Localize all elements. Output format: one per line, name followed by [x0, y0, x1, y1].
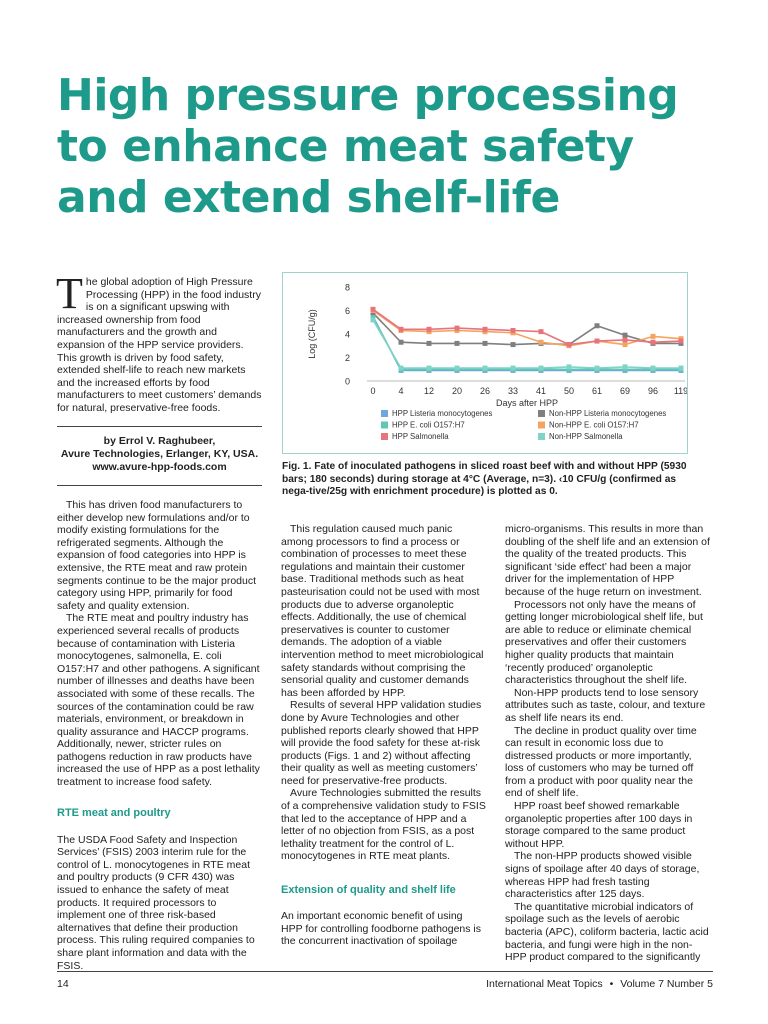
column-2: [281, 523, 486, 948]
x-tick-label: 0: [370, 386, 376, 396]
data-point: [623, 342, 628, 347]
series-line: [373, 309, 681, 344]
y-tick-label: 0: [344, 376, 350, 387]
byline-url: www.avure-hpp-foods.com: [92, 460, 227, 473]
data-point: [511, 342, 516, 347]
x-tick-label: 4: [398, 386, 404, 396]
legend-swatch: [381, 422, 388, 429]
data-point: [427, 366, 432, 371]
data-point: [539, 329, 544, 334]
x-tick-label: 119: [673, 386, 687, 396]
data-point: [511, 366, 516, 371]
legend-swatch: [381, 410, 388, 417]
data-point: [483, 366, 488, 371]
col2-paragraph: This regulation caused much panic among processors to find a process or combination of processes to meet these regulations and maintain their customer base. Traditional methods such as heat pasteurisation could not be used with most products due to adverse organoleptic effects. Additionally, the use of chemical preservatives is counter to customer demands. The adoption of a viable intervention method to meet microbiological safety standards without comprising the sensorial quality and customer demands has been afforded by HPP.: [281, 523, 484, 699]
data-point: [399, 340, 404, 345]
x-tick-label: 26: [479, 386, 491, 396]
data-point: [455, 341, 460, 346]
col3-paragraph: The decline in product quality over time can result in economic loss due to distressed products or more importantly, loss of customers who may be turned off from a product with poor quality near the end of shelf life.: [505, 724, 697, 800]
data-point: [679, 366, 684, 371]
data-point: [399, 327, 404, 332]
col2-paragraph: Avure Technologies submitted the results of a comprehensive validation study to FSIS that led to the acceptance of HPP and a letter of no objection from FSIS, as a post lethality treatment for the control of L. monocytogenes in RTE meat plants.: [281, 787, 486, 863]
x-axis-label: Days after HPP: [495, 398, 559, 408]
x-tick-label: 61: [591, 386, 603, 396]
y-axis-label: Log (CFU/g): [307, 309, 317, 359]
col3-paragraph: HPP roast beef showed remarkable organoleptic properties after 100 days in storage compared to the same product without HPP.: [505, 800, 693, 850]
data-point: [651, 334, 656, 339]
data-point: [483, 327, 488, 332]
journal-name: International Meat Topics: [486, 978, 603, 990]
byline-author: by Errol V. Raghubeer,: [103, 435, 216, 447]
legend-swatch: [381, 433, 388, 440]
data-point: [623, 333, 628, 338]
byline-top-rule: [57, 426, 262, 427]
data-point: [371, 317, 376, 322]
data-point: [651, 340, 656, 345]
legend-swatch: [538, 410, 545, 417]
data-point: [511, 328, 516, 333]
legend-label: HPP Listeria monocytogenes: [392, 409, 493, 418]
chart-figure: [282, 272, 688, 454]
legend-label: Non-HPP E. coli O157:H7: [549, 420, 639, 430]
section-heading-rte: RTE meat and poultry: [57, 806, 171, 819]
column-3: [505, 523, 712, 964]
data-point: [427, 327, 432, 332]
data-point: [539, 340, 544, 345]
y-tick-label: 2: [344, 353, 350, 363]
col3-paragraph: The non-HPP products showed visible signs of spoilage after 40 days of storage, whereas HPP had fresh tasting characteristics after 125 days.: [505, 850, 700, 901]
col1-paragraph: This has driven food manufacturers to either develop new formulations and/or to modify existing formulations for the refrigerated segments. Although the expansion of food categories into HPP is extensive, the RTE meat and raw protein segments continue to be the major product category using HPP, primarily for food safety and quality extension.: [57, 499, 257, 612]
footer-separator: •: [609, 978, 614, 990]
data-point: [455, 366, 460, 371]
data-point: [623, 337, 628, 342]
data-point: [595, 339, 600, 344]
data-point: [455, 326, 460, 331]
legend-label: HPP E. coli O157:H7: [392, 420, 465, 430]
data-point: [539, 366, 544, 371]
data-point: [595, 323, 600, 328]
y-tick-label: 8: [344, 282, 350, 293]
data-point: [399, 366, 404, 371]
col1-paragraph: The USDA Food Safety and Inspection Services’ (FSIS) 2003 interim rule for the control of L. monocytogenes in RTE meat and poultry products (9 CFR 430) was issued to enhance the safety of meat products. It required processors to implement one of three risk-based alternatives that define their production process. This ruling required companies to share plant information and data with the FSIS.: [57, 833, 255, 972]
x-tick-label: 41: [535, 386, 547, 396]
x-tick-label: 20: [451, 386, 463, 396]
y-tick-label: 4: [344, 329, 350, 340]
legend-label: Non-HPP Salmonella: [549, 432, 623, 441]
col2-paragraph: An important economic benefit of using HPP for controlling foodborne pathogens is the concurrent inactivation of spoilage: [281, 910, 482, 948]
data-point: [595, 366, 600, 371]
x-tick-label: 33: [507, 386, 519, 396]
data-point: [567, 364, 572, 369]
col2-paragraph: Results of several HPP validation studies done by Avure Technologies and other published reports clearly showed that HPP will provide the food safety for these at-risk products (Figs. 1 and 2) without affecting their quality as well as meeting customers’ need for preservative-free products.: [281, 699, 482, 787]
data-point: [427, 341, 432, 346]
page-number: 14: [57, 978, 69, 990]
data-point: [679, 339, 684, 344]
intro-paragraph: [56, 269, 262, 415]
x-tick-label: 12: [423, 386, 435, 396]
x-tick-label: 69: [619, 386, 631, 396]
column-1: [57, 499, 262, 972]
footer-rule: [57, 971, 713, 972]
line-chart: [283, 273, 687, 453]
article-title: High pressure processing to enhance meat safety and extend shelf-life: [57, 70, 679, 223]
y-tick-label: 6: [344, 306, 350, 316]
data-point: [567, 342, 572, 347]
section-heading-extension: Extension of quality and shelf life: [281, 884, 456, 897]
x-tick-label: 50: [563, 386, 575, 396]
col3-paragraph: micro-organisms. This results in more than doubling of the shelf life and an extension of the quality of the treated products. This significant ‘side effect’ had been a major driver for the implementation of HPP because of the huge return on investment.: [505, 523, 710, 598]
data-point: [651, 366, 656, 371]
col3-paragraph: Non-HPP products tend to lose sensory attributes such as taste, colour, and texture as shelf life nears its end.: [505, 686, 706, 724]
journal-volume: Volume 7 Number 5: [620, 978, 713, 990]
legend-label: Non-HPP Listeria monocytogenes: [549, 409, 667, 418]
byline: [57, 435, 262, 473]
legend-swatch: [538, 422, 545, 429]
drop-cap: T: [56, 269, 83, 318]
byline-org: Avure Technologies, Erlanger, KY, USA.: [60, 447, 259, 460]
col3-paragraph: Processors not only have the means of getting longer microbiological shelf life, but are able to reduce or eliminate chemical preservatives and offer their customers higher quality products that maintain ‘recently produced’ organoleptic characteristics throughout the shelf life.: [505, 598, 703, 687]
intro-text: he global adoption of High Pressure Processing (HPP) in the food industry is on a significant upswing with increased ownership from food manufacturers and the growth and expansion of the HPP service providers. This growth is driven by food safety, extended shelf-life to reach new markets and the increased efforts by food manufacturers to meet customers’ demands for natural, preservative-free foods.: [57, 276, 262, 414]
col3-paragraph: The quantitative microbial indicators of spoilage such as the levels of aerobic bacteria (APC), coliform bacteria, lactic acid bacteria, and fungi were high in the non-HPP product compared to the significantly: [505, 900, 709, 964]
x-tick-label: 96: [647, 386, 659, 396]
col1-paragraph: The RTE meat and poultry industry has experienced several recalls of products because of contamination with Listeria monocytogenes, salmonella, E. coli O157:H7 and other pathogens. A significant number of illnesses and deaths have been associated with some of these recalls. The sources of the contamination could be raw materials, environment, or breakdown in quality assurance and HACCP programs. Additionally, newer, stricter rules on pathogens reduction in raw products have increased the use of HPP as a post lethality treatment to increase food safety.: [57, 612, 260, 789]
data-point: [483, 341, 488, 346]
footer-journal: [486, 978, 713, 990]
figure-caption: Fig. 1. Fate of inoculated pathogens in sliced roast beef with and without HPP (5930 bars; 180 seconds) during storage at 4°C (Average, n=3). ‹10 CFU/g (confirmed as nega-tive/25g with enrichment procedure) is plotted as 0.: [282, 461, 687, 498]
legend-label: HPP Salmonella: [392, 432, 449, 441]
data-point: [623, 364, 628, 369]
byline-bottom-rule: [57, 485, 262, 486]
legend-swatch: [538, 433, 545, 440]
data-point: [371, 307, 376, 312]
